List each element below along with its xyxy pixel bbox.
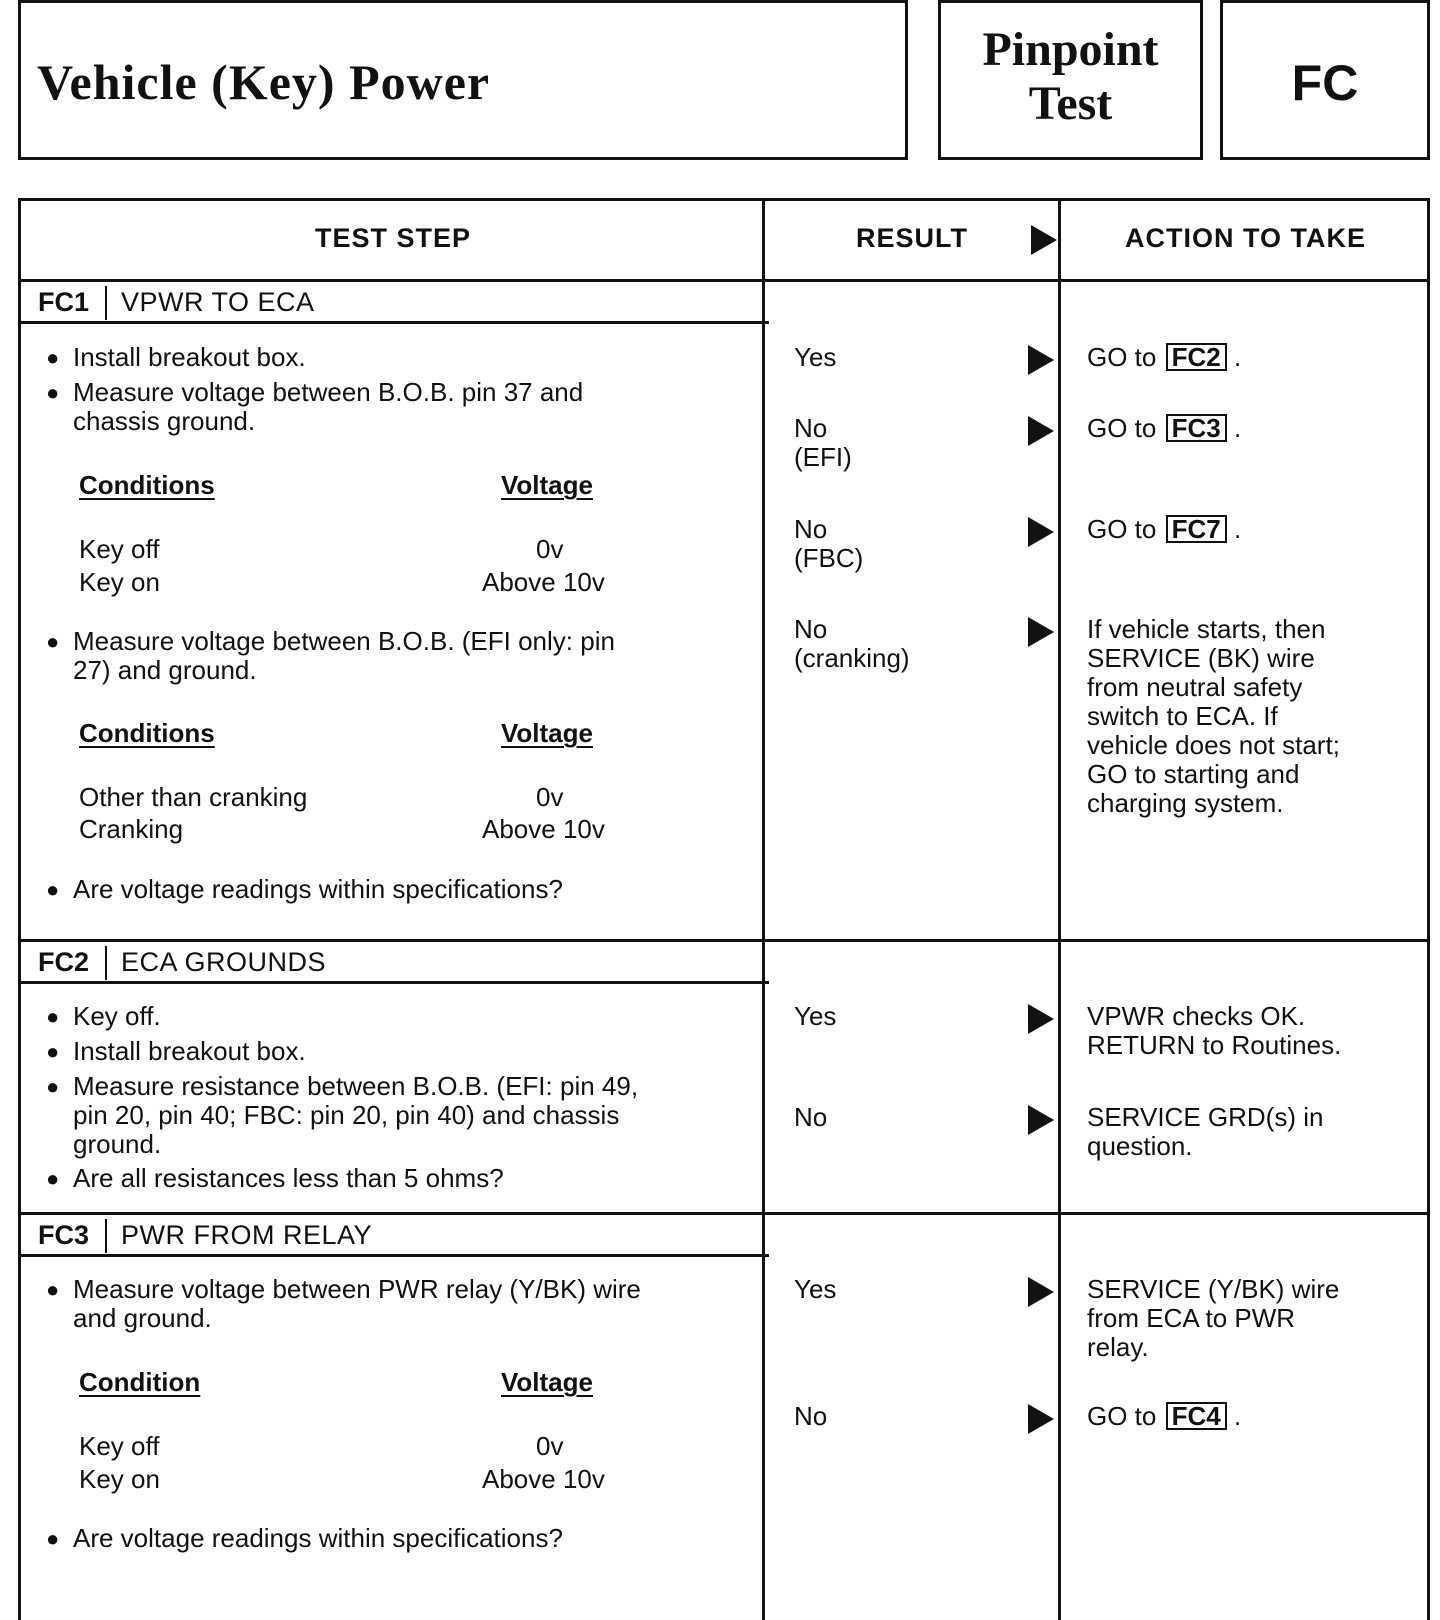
step-ref-fc7[interactable]: FC7 <box>1166 515 1227 543</box>
bullet-icon: ● <box>46 1166 60 1191</box>
column-header-result: RESULT <box>856 223 968 253</box>
bullet-icon: ● <box>46 1526 60 1551</box>
voltage-heading: Voltage <box>501 1367 593 1397</box>
condition-value: Key off <box>79 1431 160 1461</box>
test-code-box <box>1220 0 1430 160</box>
action-period: . <box>1233 413 1242 443</box>
pinpoint-test-table <box>18 198 1430 1620</box>
column-header-action: ACTION TO TAKE <box>1125 223 1366 253</box>
fc3-step-1-line-2: and ground. <box>73 1303 212 1333</box>
step-separator <box>105 286 107 320</box>
arrow-icon <box>1028 1404 1054 1434</box>
bullet-icon: ● <box>46 1074 60 1099</box>
condition-value: Key off <box>79 534 160 564</box>
arrow-icon <box>1028 517 1054 547</box>
condition-value: Key on <box>79 567 160 597</box>
column-header-test-step: TEST STEP <box>315 223 472 253</box>
result-no: No <box>794 614 828 644</box>
voltage-value: Above 10v <box>482 567 605 597</box>
fc2-step-2: Install breakout box. <box>73 1036 306 1066</box>
fc1-step-1: Install breakout box. <box>73 342 306 372</box>
bullet-icon: ● <box>46 877 60 902</box>
step-ref-fc4[interactable]: FC4 <box>1166 1402 1227 1430</box>
fc2-step-4: Are all resistances less than 5 ohms? <box>73 1163 504 1193</box>
voltage-value: 0v <box>536 1431 564 1461</box>
result-arrow-icon <box>1031 225 1057 255</box>
step-title: ECA GROUNDS <box>121 947 327 977</box>
step-fc1-header <box>21 282 762 322</box>
action-period: . <box>1233 1401 1242 1431</box>
arrow-icon <box>1028 416 1054 446</box>
action-text: switch to ECA. If <box>1087 701 1278 731</box>
arrow-icon <box>1028 1277 1054 1307</box>
step-separator <box>105 1219 107 1253</box>
action-text: charging system. <box>1087 788 1284 818</box>
result-qualifier: (cranking) <box>794 643 910 673</box>
pinpoint-label: Pinpoint <box>982 23 1159 76</box>
condition-value: Other than cranking <box>79 782 308 812</box>
action-text: SERVICE (Y/BK) wire <box>1087 1274 1340 1304</box>
action-goto-label: GO to <box>1087 342 1157 372</box>
step-code: FC1 <box>38 287 90 317</box>
action-period: . <box>1233 514 1242 544</box>
result-qualifier: (EFI) <box>794 442 852 472</box>
fc3-step-1-line-1: Measure voltage between PWR relay (Y/BK) wire <box>73 1274 641 1304</box>
arrow-icon <box>1028 345 1054 375</box>
action-text: vehicle does not start; <box>1087 730 1340 760</box>
step-fc3-divider <box>21 1254 769 1257</box>
bullet-icon: ● <box>46 1004 60 1029</box>
step-ref-fc2[interactable]: FC2 <box>1166 343 1227 371</box>
action-goto-fc7 <box>1087 515 1241 544</box>
step-fc3-header <box>21 1215 762 1255</box>
conditions-heading: Conditions <box>79 718 215 748</box>
result-yes: Yes <box>794 342 837 372</box>
action-goto-fc4 <box>1087 1402 1241 1431</box>
action-text: SERVICE GRD(s) in <box>1087 1102 1324 1132</box>
action-goto-fc2 <box>1087 343 1241 372</box>
fc2-step-3-line-3: ground. <box>73 1129 162 1159</box>
voltage-heading: Voltage <box>501 470 593 500</box>
column-divider-2 <box>1058 201 1061 1620</box>
action-goto-label: GO to <box>1087 1401 1157 1431</box>
result-no: No <box>794 1401 828 1431</box>
voltage-value: Above 10v <box>482 814 605 844</box>
bullet-icon: ● <box>46 629 60 654</box>
action-text: from neutral safety <box>1087 672 1303 702</box>
title-box <box>18 0 908 160</box>
fc2-step-3-line-2: pin 20, pin 40; FBC: pin 20, pin 40) and chassis <box>73 1100 620 1130</box>
test-code: FC <box>1291 55 1359 111</box>
result-qualifier: (FBC) <box>794 543 864 573</box>
action-goto-label: GO to <box>1087 514 1157 544</box>
action-text: question. <box>1087 1131 1193 1161</box>
test-label: Test <box>1028 77 1113 130</box>
voltage-value: 0v <box>536 782 564 812</box>
bullet-icon: ● <box>46 345 60 370</box>
action-goto-label: GO to <box>1087 413 1157 443</box>
fc1-step-3-line-2: 27) and ground. <box>73 655 257 685</box>
bullet-icon: ● <box>46 1039 60 1064</box>
voltage-heading: Voltage <box>501 718 593 748</box>
action-text: If vehicle starts, then <box>1087 614 1326 644</box>
fc1-step-4: Are voltage readings within specifications? <box>73 874 563 904</box>
arrow-icon <box>1028 617 1054 647</box>
result-yes: Yes <box>794 1001 837 1031</box>
fc1-step-2-line-1: Measure voltage between B.O.B. pin 37 and <box>73 377 584 407</box>
fc3-step-2: Are voltage readings within specifications? <box>73 1523 563 1553</box>
fc2-step-3-line-1: Measure resistance between B.O.B. (EFI: pin 49, <box>73 1071 639 1101</box>
step-fc2-divider <box>21 981 769 984</box>
step-title: VPWR TO ECA <box>121 287 315 317</box>
arrow-icon <box>1028 1004 1054 1034</box>
voltage-value: 0v <box>536 534 564 564</box>
action-text: GO to starting and <box>1087 759 1300 789</box>
action-goto-fc3 <box>1087 414 1241 443</box>
arrow-icon <box>1028 1105 1054 1135</box>
result-no: No <box>794 514 828 544</box>
action-text: SERVICE (BK) wire <box>1087 643 1315 673</box>
action-period: . <box>1233 342 1242 372</box>
action-text: relay. <box>1087 1332 1149 1362</box>
bullet-icon: ● <box>46 380 60 405</box>
step-title: PWR FROM RELAY <box>121 1220 373 1250</box>
fc1-step-3-line-1: Measure voltage between B.O.B. (EFI only: pin <box>73 626 615 656</box>
fc2-step-1: Key off. <box>73 1001 161 1031</box>
condition-value: Key on <box>79 1464 160 1494</box>
step-fc1-divider <box>21 321 769 324</box>
condition-heading: Condition <box>79 1367 201 1397</box>
voltage-value: Above 10v <box>482 1464 605 1494</box>
result-no: No <box>794 413 828 443</box>
step-ref-fc3[interactable]: FC3 <box>1166 414 1227 442</box>
result-no: No <box>794 1102 828 1132</box>
fc1-step-2-line-2: chassis ground. <box>73 406 256 436</box>
pinpoint-test-box <box>938 0 1203 160</box>
action-text: from ECA to PWR <box>1087 1303 1296 1333</box>
column-divider-1 <box>762 201 765 1620</box>
bullet-icon: ● <box>46 1277 60 1302</box>
action-text: RETURN to Routines. <box>1087 1030 1342 1060</box>
conditions-heading: Conditions <box>79 470 215 500</box>
condition-value: Cranking <box>79 814 184 844</box>
result-yes: Yes <box>794 1274 837 1304</box>
action-text: VPWR checks OK. <box>1087 1001 1306 1031</box>
step-code: FC3 <box>38 1220 90 1250</box>
page-title: Vehicle (Key) Power <box>37 54 491 110</box>
step-separator <box>105 946 107 980</box>
step-fc2-header <box>21 942 762 982</box>
step-code: FC2 <box>38 947 90 977</box>
